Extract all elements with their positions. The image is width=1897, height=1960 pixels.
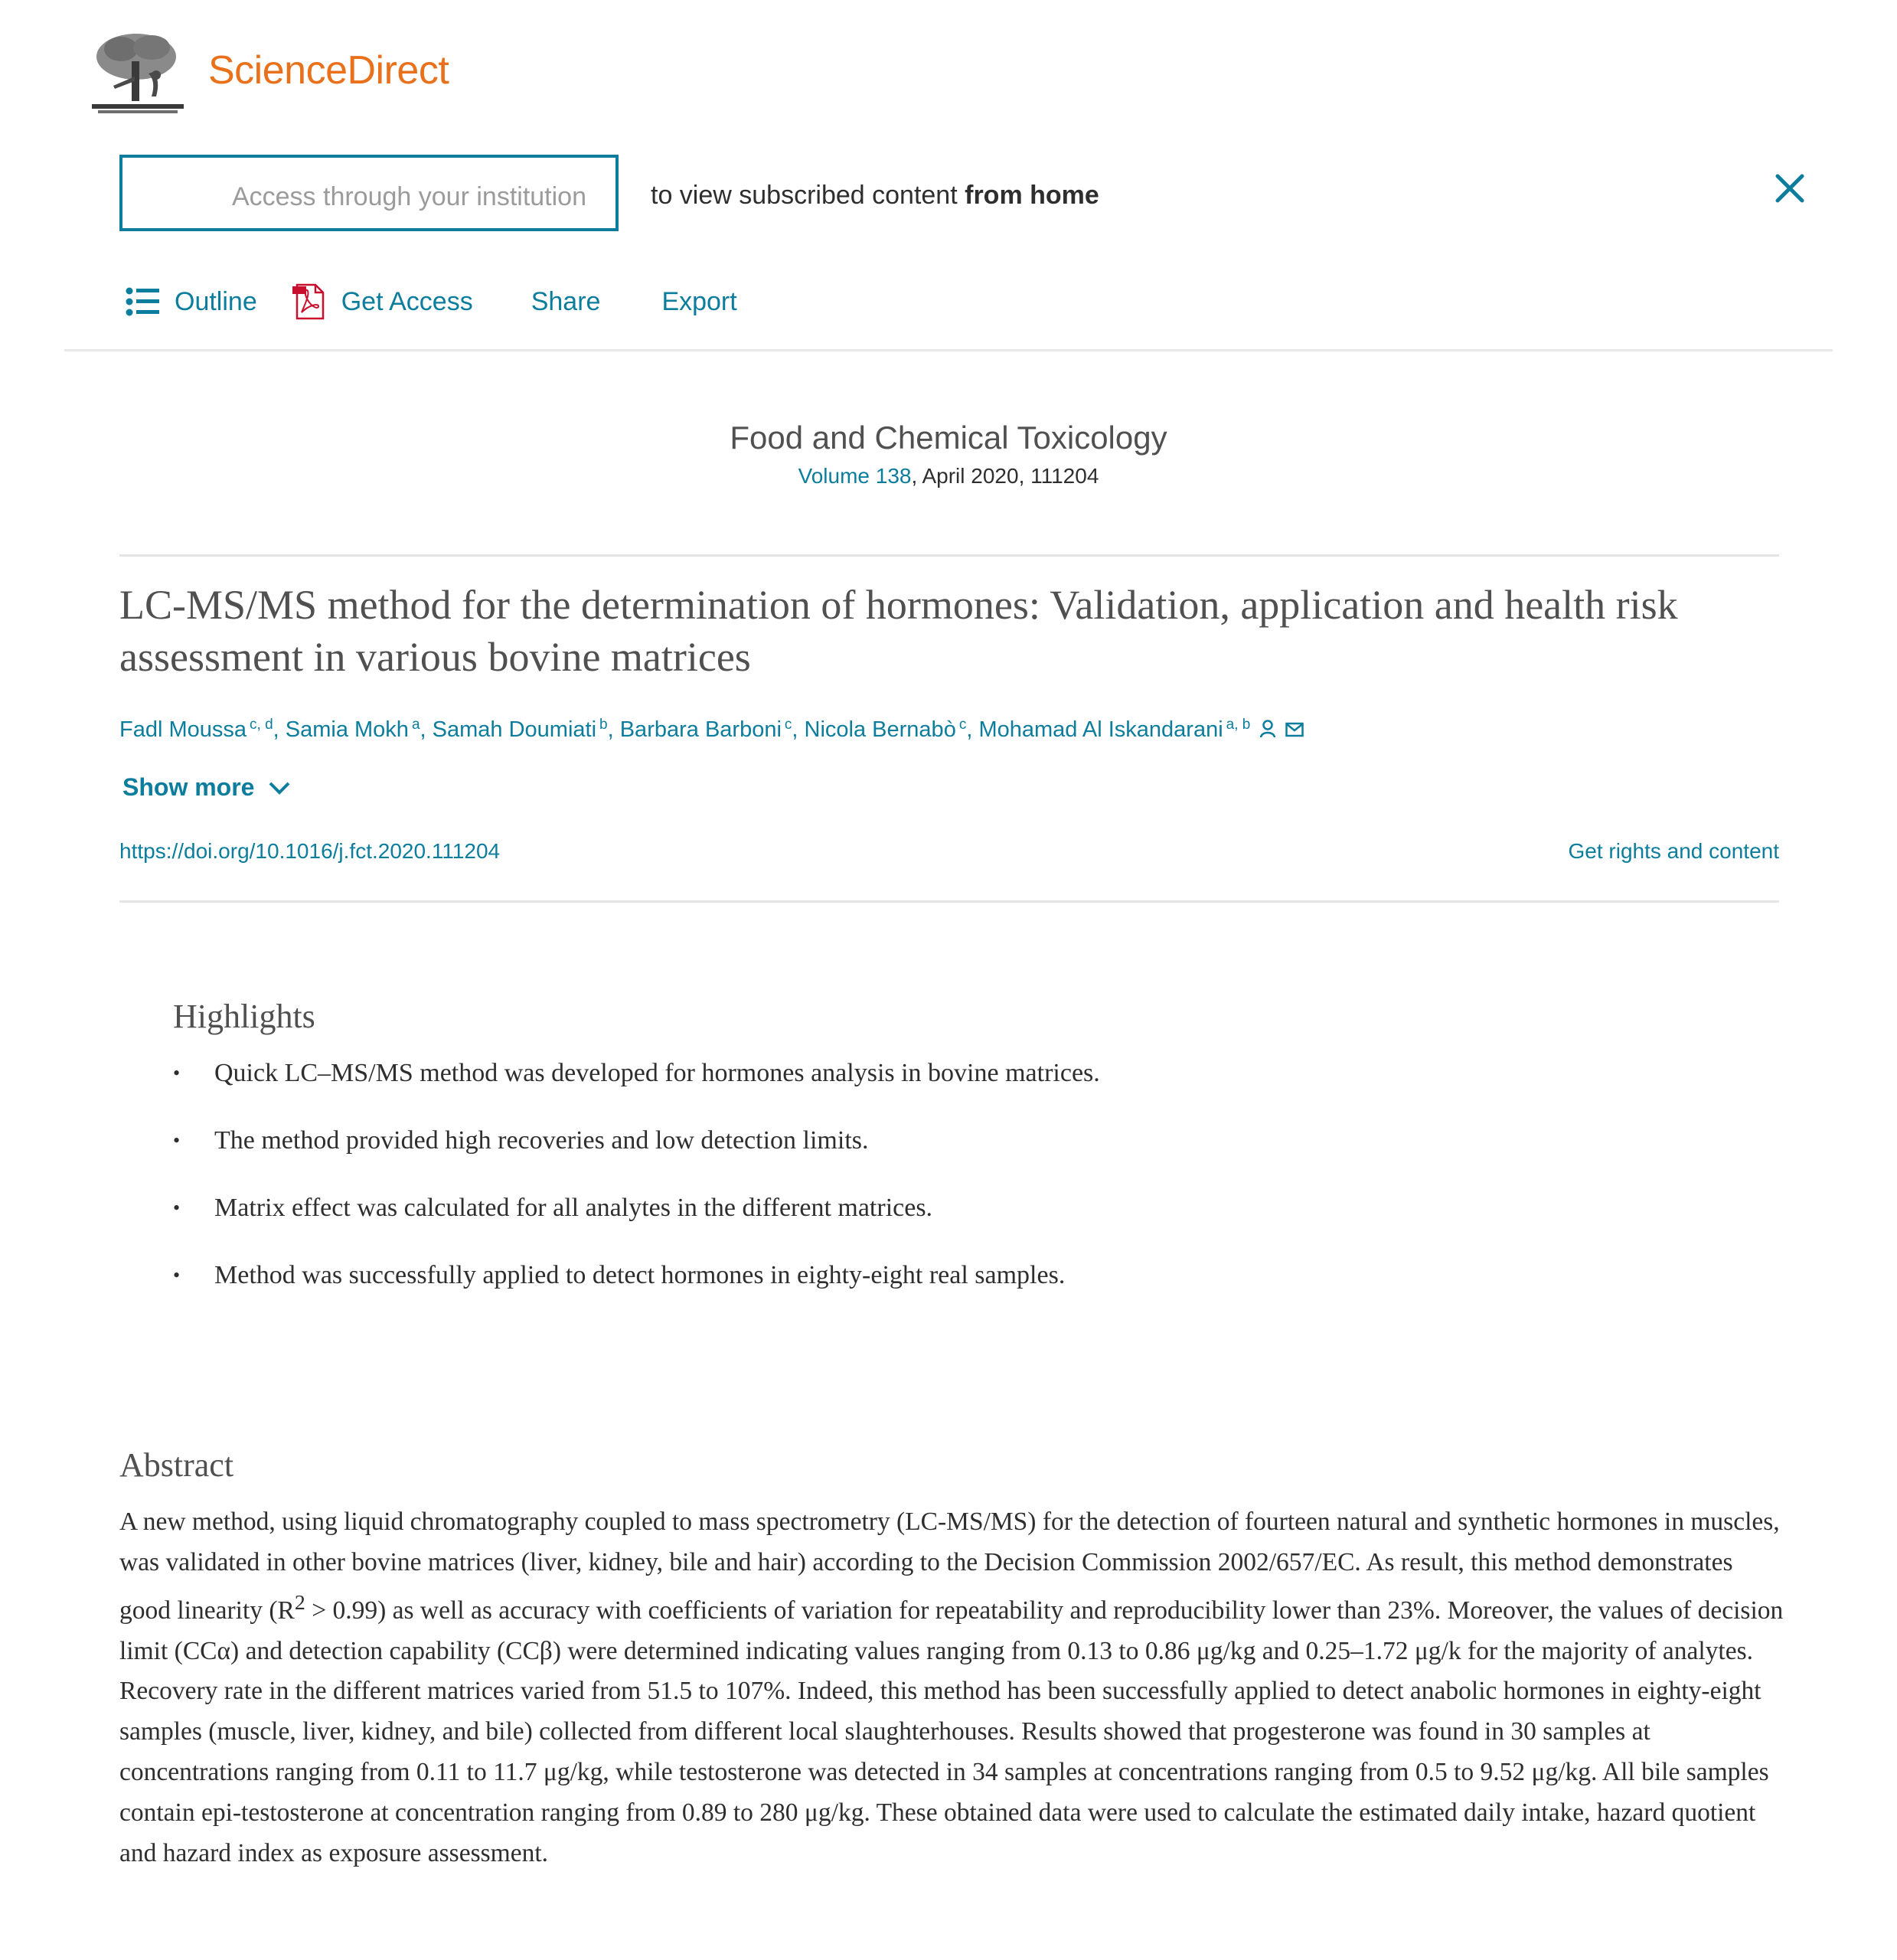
title-divider-top	[119, 554, 1779, 557]
author-link[interactable]: Samah Doumiati $^b$	[432, 717, 608, 742]
show-more-label: Show more	[122, 773, 255, 801]
highlight-item: • The method provided high recoveries and low detection limits.	[173, 1122, 1704, 1190]
institution-message-prefix: to view subscribed content	[651, 181, 958, 210]
access-institution-label: Access through your institution	[231, 182, 586, 211]
pdf-icon	[292, 283, 328, 320]
rights-link[interactable]: Get rights and content	[1568, 839, 1779, 863]
sciencedirect-brand[interactable]: ScienceDirect	[208, 48, 449, 93]
article-title: LC-MS/MS method for the determination of hormones: Validation, application and health risk assessment in various bovine matrices	[119, 582, 1678, 680]
chevron-down-icon	[268, 780, 291, 795]
list-icon	[126, 287, 161, 316]
get-access-label: Get Access	[341, 286, 473, 316]
share-button[interactable]	[531, 287, 601, 317]
abstract-superscript: 2	[294, 1590, 305, 1615]
author-link[interactable]: Samia Mokh $^a$	[285, 717, 420, 742]
access-institution-button[interactable]	[119, 155, 619, 231]
abstract-part-1: A new method, using liquid chromatography coupled to mass spectrometry (LC-MS/MS) for the detection of fourteen natural and synthetic hormones in muscles, was validated in other bovine matrices (liver, kidney, bile and hair) according to the Decision Commission 2002/657/EC. As result, this method demonstrates good linearity (R	[119, 1508, 1780, 1625]
highlight-item: • Method was successfully applied to detect hormones in eighty-eight real samples.	[173, 1257, 1704, 1325]
abstract-heading: Abstract	[119, 1446, 234, 1484]
highlight-item: • Quick LC–MS/MS method was developed for hormones analysis in bovine matrices.	[173, 1055, 1704, 1122]
doi-link[interactable]: https://doi.org/10.1016/j.fct.2020.111204	[119, 839, 501, 863]
highlights-list	[173, 1055, 1704, 1325]
volume-details: , April 2020, 111204	[911, 464, 1099, 488]
header-divider	[64, 349, 1833, 351]
author-link[interactable]: Nicola Bernabò $^c$	[804, 717, 967, 742]
export-button[interactable]	[661, 287, 736, 317]
outline-label: Outline	[175, 286, 257, 316]
author-link[interactable]: Fadl Moussa $^{c, d}$	[119, 717, 273, 742]
outline-button[interactable]	[126, 287, 257, 317]
email-icon[interactable]	[1285, 722, 1304, 737]
share-label: Share	[531, 286, 601, 316]
author-link[interactable]: Mohamad Al Iskandarani $^{a, b}$	[978, 717, 1251, 742]
close-icon[interactable]	[1773, 172, 1807, 205]
title-divider-bottom	[119, 900, 1779, 903]
export-label: Export	[661, 286, 737, 316]
volume-link[interactable]: Volume 138	[798, 464, 912, 488]
highlight-item: • Matrix effect was calculated for all analytes in the different matrices.	[173, 1190, 1704, 1257]
institution-message	[651, 181, 1099, 211]
institution-message-bold: from home	[965, 181, 1099, 210]
abstract-part-2: > 0.99) as well as accuracy with coefficients of variation for repeatability and reproducibility lower than 23%. Moreover, the values of decision limit (CCα) and detection capability (CCβ) were determined indicating values ranging from 0.13 to 0.86 μg/kg and 0.25–1.72 μg/k for the majority of analytes. Recovery rate in the different matrices varied from 51.5 to 107%. Indeed, this method has been successfully applied to detect anabolic hormones in eighty-eight samples (muscle, liver, kidney, and bile) collected from different local slaughterhouses. Results showed that progesterone was found in 30 samples at concentrations ranging from 0.11 to 11.7 μg/kg, while testosterone was detected in 34 samples at concentrations ranging from 0.5 to 9.52 μg/kg. All bile samples contain epi-testosterone at concentration ranging from 0.89 to 280 μg/kg. These obtained data were used to calculate the estimated daily intake, hazard quotient and hazard index as exposure assessment.	[119, 1596, 1784, 1867]
author-list: Fadl Moussa $^{c, d}$, Samia Mokh $^a$, Samah Doumiati $^b$, Barbara Barboni $^c$, Nicola Bernabò $^c$, Mohamad Al Iskandarani $^{a, b}$	[119, 717, 1304, 743]
get-access-button[interactable]	[292, 283, 473, 320]
highlights-heading: Highlights	[173, 998, 315, 1035]
person-icon[interactable]	[1259, 720, 1276, 738]
author-link[interactable]: Barbara Barboni $^c$	[619, 717, 792, 742]
show-more-button[interactable]	[122, 773, 291, 802]
article-toolbar	[126, 279, 737, 325]
elsevier-logo-icon[interactable]	[90, 31, 187, 116]
volume-info	[0, 464, 1897, 488]
abstract-text	[119, 1502, 1788, 1873]
journal-title[interactable]: Food and Chemical Toxicology	[730, 420, 1167, 456]
